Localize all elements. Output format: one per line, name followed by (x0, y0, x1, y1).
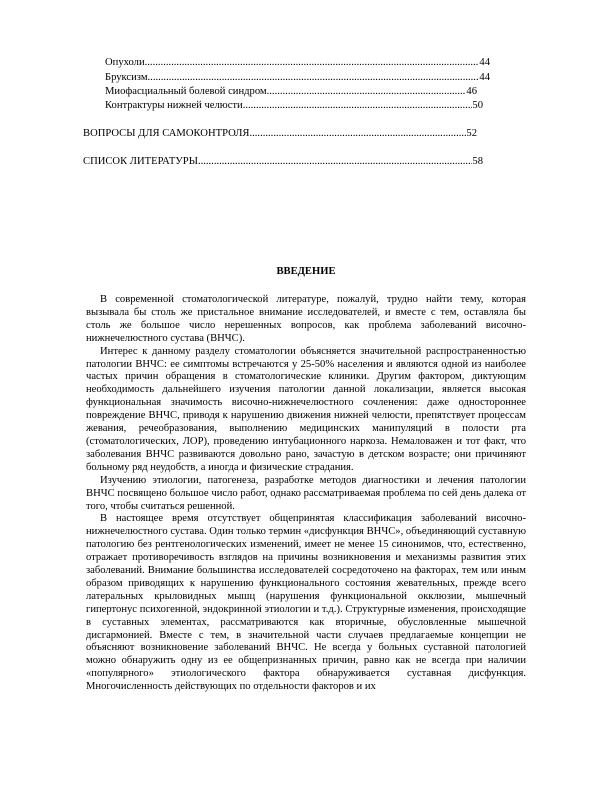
toc-entry[interactable] (105, 56, 490, 69)
section-heading: ВВЕДЕНИЕ (276, 266, 336, 277)
toc-entry[interactable] (105, 85, 477, 98)
toc-entry-title: Контрактуры нижней челюсти (105, 100, 243, 111)
toc-leader-dots (267, 85, 467, 98)
toc-entry-page: 46 (466, 86, 477, 97)
toc-entry-title: Миофасциальный болевой синдром (105, 86, 267, 97)
paragraph: Интерес к данному разделу стоматологии объясняется значительной распространенностью патологии ВНЧС: ее симптомы встречаются у 25-50% населения и являются одной из наиболее частых причин обращения в стоматологические клиники. Другим фактором, диктующим необходимость дальнейшего изучения патологии данной локализации, является высокая функциональная значимость височно-нижнечелюстного сочленения: даже одностороннее повреждение ВНЧС, приводя к нарушению движения нижней челюсти, препятствует процессам жевания, речеобразования, выполнению медицинских манипуляций в полости рта (стоматологических, ЛОР), проведению интубационного наркоза. Немаловажен и тот факт, что заболевания ВНЧС развиваются довольно рано, зачастую в детском возрасте; они причиняют больному ряд неудобств, а иногда и физические страдания. (86, 345, 526, 473)
paragraph: В настоящее время отсутствует общепринятая классификация заболеваний височно-нижнечелюстного сустава. Один только термин «дисфункция ВНЧС», объединяющий суставную патологию без рентгенологических изменений, имеет не менее 15 синонимов, что, естественно, отражает противоречивость взглядов на причины возникновения и механизмы развития этих заболеваний. Внимание большинства исследователей сосредоточено на факторах, тем или иным образом приводящих к нарушению функционального состояния жевательных, прежде всего латеральных крыловидных мышц (нарушения функциональной окклюзии, мышечный гипертонус психогенной, эндокринной этиологии и т.д.). Структурные изменения, происходящие в суставных элементах, рассматриваются как вторичные, обусловленные мышечной дисгармонией. Вместе с тем, в значительной части случаев предлагаемые концепции не объясняют возникновение заболеваний ВНЧС. Не всегда у больных суставной патологией можно обнаружить одну из ее общепризнанных причин, равно как не всегда при наличии «популярного» этиологического фактора обнаруживается суставная дисфункция. Многочисленность действующих по отдельности факторов и их (86, 513, 526, 693)
toc-entry-page: 44 (479, 72, 490, 83)
toc-entry-title: СПИСОК ЛИТЕРАТУРЫ (83, 156, 198, 167)
toc-leader-dots (243, 99, 473, 112)
toc-entry-page: 52 (466, 128, 477, 139)
toc-leader-dots (145, 56, 480, 69)
toc-leader-dots (249, 127, 466, 140)
paragraph: Изучению этиологии, патогенеза, разработке методов диагностики и лечения патологии ВНЧС посвящено большое число работ, однако рассматриваемая проблема по сей день далека от того, чтобы считаться решенной. (86, 474, 526, 512)
section-body (86, 294, 526, 694)
paragraph: В современной стоматологической литературе, пожалуй, трудно найти тему, которая вызывала бы столь же пристальное внимание исследователей, и вместе с тем, оставляла бы столь же большое число нерешенных вопросов, как проблема заболеваний височно-нижнечелюстного сустава (ВНЧС). (86, 294, 526, 344)
toc-entry[interactable] (83, 127, 477, 140)
toc-entry-page: 44 (479, 57, 490, 68)
toc-entry[interactable] (83, 155, 483, 168)
toc-entry-title: ВОПРОСЫ ДЛЯ САМОКОНТРОЛЯ (83, 128, 250, 139)
toc-entry[interactable] (105, 99, 483, 112)
toc-entry[interactable] (105, 71, 490, 84)
toc-entry-page: 50 (472, 100, 483, 111)
toc-leader-dots (198, 155, 472, 168)
toc-entry-page: 58 (472, 156, 483, 167)
toc-leader-dots (148, 71, 480, 84)
toc-entry-title: Опухоли (105, 57, 145, 68)
toc-entry-title: Бруксизм (105, 72, 148, 83)
